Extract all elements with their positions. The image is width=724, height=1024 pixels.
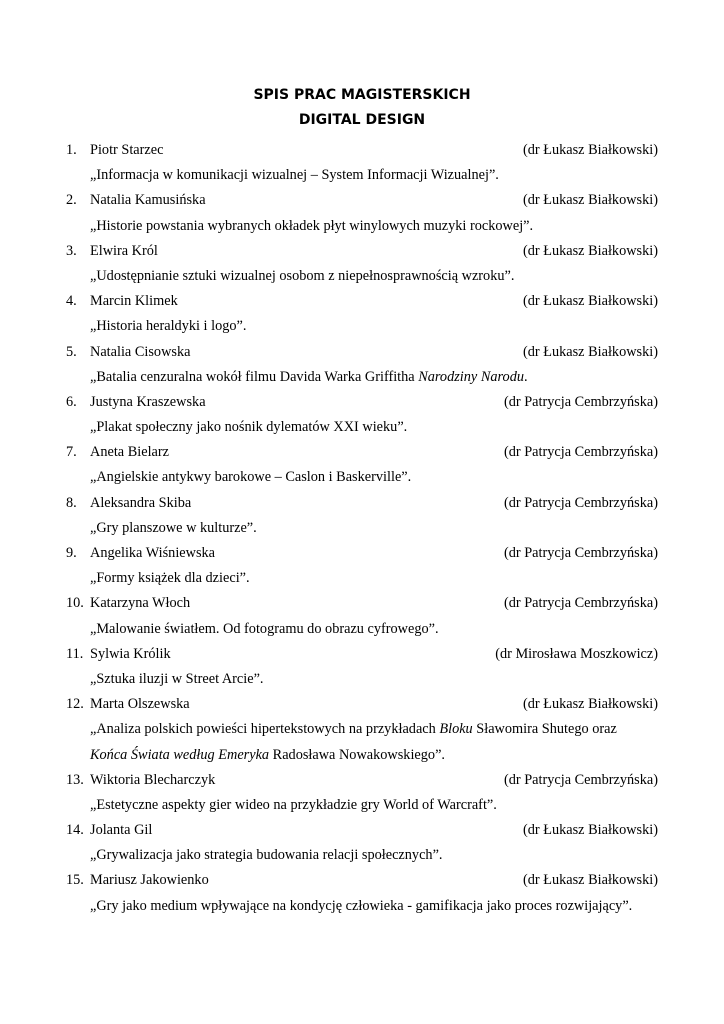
thesis-title xyxy=(66,793,658,818)
author-name: Jolanta Gil xyxy=(90,822,153,839)
author-name: Natalia Cisowska xyxy=(90,343,191,360)
author-name: Piotr Starzec xyxy=(90,142,164,158)
entry-header xyxy=(66,390,658,415)
entry-number: 8. xyxy=(66,494,77,511)
entry-header xyxy=(66,541,658,566)
thesis-entry xyxy=(66,591,658,641)
title-italic-segment: Bloku xyxy=(439,721,473,738)
thesis-list xyxy=(66,138,658,919)
title-segment: Radosława Nowakowskiego”. xyxy=(269,746,445,763)
entry-number: 12. xyxy=(66,696,84,713)
thesis-entry xyxy=(66,868,658,918)
title-segment: „Gry jako medium wpływające na kondycję człowieka - gamifikacja jako proces rozwijający”. xyxy=(90,897,633,914)
supervisor-name: (dr Mirosława Moszkowicz) xyxy=(495,645,658,662)
entry-number: 2. xyxy=(66,192,77,209)
author-name: Katarzyna Włoch xyxy=(90,595,191,612)
supervisor-name: (dr Patrycja Cembrzyńska) xyxy=(503,771,658,788)
entry-header xyxy=(66,642,658,667)
author-name: Mariusz Jakowienko xyxy=(90,872,209,889)
thesis-entry xyxy=(66,768,658,818)
thesis-title xyxy=(66,314,658,339)
author-name: Aneta Bielarz xyxy=(90,444,169,461)
thesis-entry xyxy=(66,340,658,390)
title-segment: . xyxy=(524,368,528,385)
supervisor-name: (dr Patrycja Cembrzyńska) xyxy=(503,444,658,461)
entry-number: 13. xyxy=(66,771,84,788)
title-segment: „Analiza polskich powieści hipertekstowych na przykładach xyxy=(90,721,440,738)
supervisor-name: (dr Łukasz Białkowski) xyxy=(523,822,658,839)
author-name: Angelika Wiśniewska xyxy=(90,545,216,561)
document-subtitle: DIGITAL DESIGN xyxy=(298,112,426,128)
entry-header xyxy=(66,239,658,264)
entry-number: 10. xyxy=(66,595,84,612)
title-segment: „Formy książek dla dzieci”. xyxy=(90,570,250,587)
thesis-entry xyxy=(66,818,658,868)
supervisor-name: (dr Łukasz Białkowski) xyxy=(523,343,658,360)
title-segment: „Malowanie światłem. Od fotogramu do obrazu cyfrowego”. xyxy=(90,620,439,637)
title-segment: „Informacja w komunikacji wizualnej – System Informacji Wizualnej”. xyxy=(90,167,499,184)
thesis-title xyxy=(66,843,658,868)
supervisor-name: (dr Patrycja Cembrzyńska) xyxy=(503,393,658,410)
thesis-entry xyxy=(66,188,658,238)
entry-header xyxy=(66,491,658,516)
supervisor-name: (dr Łukasz Białkowski) xyxy=(523,293,658,310)
thesis-title xyxy=(66,566,658,591)
author-name: Marcin Klimek xyxy=(90,293,178,310)
title-italic-segment: Narodziny Narodu xyxy=(418,368,525,385)
entry-header xyxy=(66,289,658,314)
thesis-title xyxy=(66,365,658,390)
thesis-title xyxy=(66,617,658,642)
entry-number: 11. xyxy=(66,645,84,662)
entry-number: 7. xyxy=(66,444,77,461)
thesis-entry xyxy=(66,390,658,440)
author-name: Sylwia Królik xyxy=(90,645,171,662)
supervisor-name: (dr Łukasz Białkowski) xyxy=(523,872,658,889)
entry-header xyxy=(66,440,658,465)
thesis-entry xyxy=(66,692,658,768)
author-name: Natalia Kamusińska xyxy=(90,192,206,209)
entry-number: 4. xyxy=(66,293,77,310)
thesis-entry xyxy=(66,289,658,339)
thesis-title xyxy=(66,163,658,188)
entry-number: 5. xyxy=(66,343,77,360)
supervisor-name: (dr Patrycja Cembrzyńska) xyxy=(503,595,658,612)
supervisor-name: (dr Łukasz Białkowski) xyxy=(523,142,658,158)
title-segment: „Historia heraldyki i logo”. xyxy=(90,318,247,335)
supervisor-name: (dr Łukasz Białkowski) xyxy=(523,192,658,209)
title-italic-segment: Końca Świata według Emeryka xyxy=(90,746,270,763)
entry-number: 9. xyxy=(66,545,77,561)
supervisor-name: (dr Łukasz Białkowski) xyxy=(523,696,658,713)
thesis-title xyxy=(66,516,658,541)
entry-number: 1. xyxy=(66,142,77,158)
supervisor-name: (dr Patrycja Cembrzyńska) xyxy=(503,545,658,561)
thesis-entry xyxy=(66,440,658,490)
thesis-entry xyxy=(66,239,658,289)
thesis-entry xyxy=(66,642,658,692)
entry-number: 3. xyxy=(66,242,77,259)
thesis-title xyxy=(66,667,658,692)
author-name: Wiktoria Blecharczyk xyxy=(90,771,216,788)
thesis-entry xyxy=(66,138,658,188)
entry-header xyxy=(66,692,658,717)
thesis-entry xyxy=(66,491,658,541)
thesis-title xyxy=(66,717,658,742)
entry-header xyxy=(66,818,658,843)
supervisor-name: (dr Patrycja Cembrzyńska) xyxy=(503,494,658,511)
author-name: Aleksandra Skiba xyxy=(90,494,192,511)
thesis-title xyxy=(66,264,658,289)
document-title: SPIS PRAC MAGISTERSKICH xyxy=(253,87,471,103)
author-name: Marta Olszewska xyxy=(90,696,190,713)
title-segment: „Grywalizacja jako strategia budowania relacji społecznych”. xyxy=(90,847,443,864)
title-segment: „Batalia cenzuralna wokół filmu Davida Warka Griffitha xyxy=(90,368,419,385)
title-segment: Sławomira Shutego oraz xyxy=(472,721,617,738)
thesis-title xyxy=(66,743,658,768)
title-segment: „Gry planszowe w kulturze”. xyxy=(90,519,257,536)
entry-header xyxy=(66,591,658,616)
entry-header xyxy=(66,768,658,793)
title-segment: „Angielskie antykwy barokowe – Caslon i Baskerville”. xyxy=(90,469,412,486)
thesis-title xyxy=(66,415,658,440)
title-segment: „Sztuka iluzji w Street Arcie”. xyxy=(90,670,264,687)
entry-header xyxy=(66,138,658,163)
thesis-title xyxy=(66,465,658,490)
title-segment: „Estetyczne aspekty gier wideo na przykładzie gry World of Warcraft”. xyxy=(90,796,497,813)
entry-header xyxy=(66,868,658,893)
entry-number: 6. xyxy=(66,393,77,410)
supervisor-name: (dr Łukasz Białkowski) xyxy=(523,242,658,259)
thesis-title xyxy=(66,894,658,919)
thesis-entry xyxy=(66,541,658,591)
entry-number: 15. xyxy=(66,872,84,889)
entry-header xyxy=(66,340,658,365)
title-segment: „Historie powstania wybranych okładek płyt winylowych muzyki rockowej”. xyxy=(90,217,534,234)
author-name: Justyna Kraszewska xyxy=(90,393,206,410)
thesis-title xyxy=(66,214,658,239)
entry-header xyxy=(66,188,658,213)
title-segment: „Plakat społeczny jako nośnik dylematów XXI wieku”. xyxy=(90,419,408,436)
entry-number: 14. xyxy=(66,822,84,839)
author-name: Elwira Król xyxy=(90,242,158,259)
title-segment: „Udostępnianie sztuki wizualnej osobom z niepełnosprawnością wzroku”. xyxy=(90,267,515,284)
